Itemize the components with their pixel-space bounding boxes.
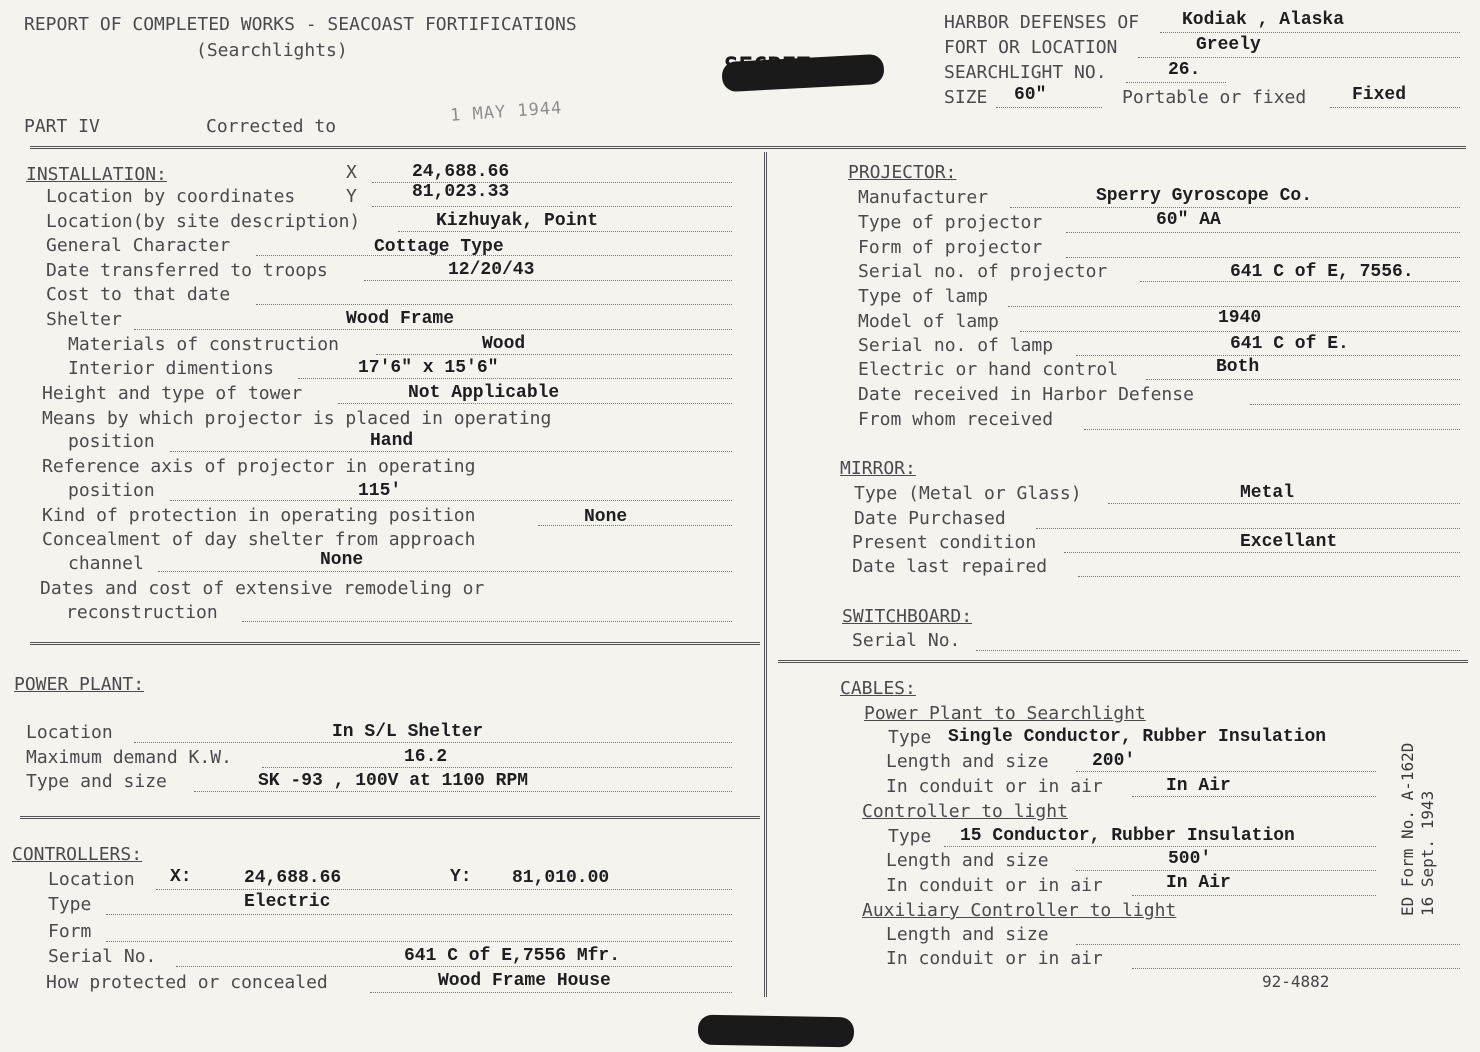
harbor-label: HARBOR DEFENSES OF xyxy=(944,12,1140,33)
ctrl-cable-type-label: Type xyxy=(888,826,932,847)
ctrl-form-label: Form xyxy=(48,921,92,942)
projector-type-value: 60" AA xyxy=(1156,210,1221,230)
mirror-heading: MIRROR: xyxy=(840,458,916,479)
character-label: General Character xyxy=(46,235,231,256)
interior-value: 17'6" x 15'6" xyxy=(358,358,499,378)
form-number: ED Form No. A-162D xyxy=(1398,742,1417,916)
harbor-value: Kodiak , Alaska xyxy=(1182,10,1345,30)
switchboard-serial-label: Serial No. xyxy=(852,630,961,651)
portable-label: Portable or fixed xyxy=(1122,87,1307,108)
means-label-cont: position xyxy=(68,431,155,452)
installation-heading: INSTALLATION: xyxy=(26,164,167,185)
interior-label: Interior dimentions xyxy=(68,358,274,379)
lamp-serial-label: Serial no. of lamp xyxy=(858,335,1054,356)
projector-serial-label: Serial no. of projector xyxy=(858,261,1108,282)
ctrl-cable-heading: Controller to light xyxy=(862,801,1068,822)
report-subtitle: (Searchlights) xyxy=(196,40,348,61)
projector-serial-value: 641 C of E, 7556. xyxy=(1230,262,1414,282)
manufacturer-value: Sperry Gyroscope Co. xyxy=(1096,186,1313,206)
searchlight-value: 26. xyxy=(1168,60,1201,80)
pp-location-value: In S/L Shelter xyxy=(332,722,484,742)
shelter-value: Wood Frame xyxy=(346,309,455,329)
tower-label: Height and type of tower xyxy=(42,383,303,404)
repaired-label: Date last repaired xyxy=(852,556,1048,577)
concealment-value: None xyxy=(320,550,364,570)
x-coord-value: 24,688.66 xyxy=(412,162,510,182)
materials-value: Wood xyxy=(482,334,526,354)
means-label: Means by which projector is placed in operating xyxy=(42,408,552,429)
ctrl-x-label: X: xyxy=(170,867,192,887)
control-label: Electric or hand control xyxy=(858,359,1119,380)
ctrl-x-value: 24,688.66 xyxy=(244,868,342,888)
ctrl-cable-conduit-label: In conduit or in air xyxy=(886,875,1103,896)
coordinates-label: Location by coordinates xyxy=(46,186,296,207)
y-coord-label: Y xyxy=(346,186,357,207)
ctrl-cable-length-value: 500' xyxy=(1168,849,1212,869)
pp-cable-length-value: 200' xyxy=(1092,751,1136,771)
controllers-heading: CONTROLLERS: xyxy=(12,844,143,865)
center-divider xyxy=(764,152,767,997)
ctrl-y-label: Y: xyxy=(450,867,472,887)
installation-divider xyxy=(30,642,760,645)
aux-cable-heading: Auxiliary Controller to light xyxy=(862,900,1177,921)
character-value: Cottage Type xyxy=(374,237,504,257)
ctrl-cable-conduit-value: In Air xyxy=(1166,873,1231,893)
concealment-label-cont: channel xyxy=(68,553,144,574)
switchboard-heading: SWITCHBOARD: xyxy=(842,606,973,627)
axis-label: Reference axis of projector in operating xyxy=(42,456,476,477)
protection-label: Kind of protection in operating position xyxy=(42,505,476,526)
mirror-type-value: Metal xyxy=(1240,483,1295,503)
site-label: Location(by site description) xyxy=(46,211,361,232)
searchlight-label: SEARCHLIGHT NO. xyxy=(944,62,1107,83)
pp-cable-heading: Power Plant to Searchlight xyxy=(864,703,1146,724)
lamp-serial-value: 641 C of E. xyxy=(1230,334,1349,354)
site-value: Kizhuyak, Point xyxy=(436,211,599,231)
ctrl-type-value: Electric xyxy=(244,892,331,912)
axis-value: 115' xyxy=(358,481,402,501)
ctrl-serial-value: 641 C of E,7556 Mfr. xyxy=(404,946,621,966)
power-plant-heading: POWER PLANT: xyxy=(14,674,145,695)
ctrl-type-label: Type xyxy=(48,894,92,915)
size-label: SIZE xyxy=(944,87,988,108)
means-value: Hand xyxy=(370,431,414,451)
axis-label-cont: position xyxy=(68,480,155,501)
condition-label: Present condition xyxy=(852,532,1037,553)
ctrl-y-value: 81,010.00 xyxy=(512,868,610,888)
received-label: Date received in Harbor Defense xyxy=(858,384,1194,405)
lamp-model-value: 1940 xyxy=(1218,308,1262,328)
size-value: 60" xyxy=(1014,85,1047,105)
redaction-top xyxy=(721,54,884,92)
aux-cable-conduit-label: In conduit or in air xyxy=(886,948,1103,969)
pp-cable-conduit-value: In Air xyxy=(1166,776,1231,796)
projector-heading: PROJECTOR: xyxy=(848,162,957,183)
pp-cable-conduit-label: In conduit or in air xyxy=(886,776,1103,797)
fort-value: Greely xyxy=(1196,35,1261,55)
y-coord-value: 81,023.33 xyxy=(412,182,510,202)
manufacturer-label: Manufacturer xyxy=(858,187,989,208)
purchased-label: Date Purchased xyxy=(854,508,1006,529)
ctrl-protected-label: How protected or concealed xyxy=(46,972,328,993)
condition-value: Excellant xyxy=(1240,532,1338,552)
pp-type-label: Type and size xyxy=(26,771,167,792)
materials-label: Materials of construction xyxy=(68,334,339,355)
corrected-to-label: Corrected to xyxy=(206,116,337,137)
switchboard-divider xyxy=(778,660,1468,663)
from-whom-label: From whom received xyxy=(858,409,1054,430)
pp-cable-length-label: Length and size xyxy=(886,751,1049,772)
ctrl-location-label: Location xyxy=(48,869,135,890)
pp-cable-type-value: Single Conductor, Rubber Insulation xyxy=(948,727,1327,747)
fort-label: FORT OR LOCATION xyxy=(944,37,1118,58)
redaction-bottom xyxy=(698,1015,854,1048)
mirror-type-label: Type (Metal or Glass) xyxy=(854,483,1082,504)
remodel-label-cont: reconstruction xyxy=(66,602,218,623)
ctrl-cable-type-value: 15 Conductor, Rubber Insulation xyxy=(960,826,1295,846)
form-number-vertical xyxy=(1398,743,1438,916)
concealment-label: Concealment of day shelter from approach xyxy=(42,529,476,550)
document-number: 92-4882 xyxy=(1262,972,1330,991)
report-title: REPORT OF COMPLETED WORKS - SEACOAST FORTIFICATIONS xyxy=(24,14,577,35)
pp-demand-label: Maximum demand K.W. xyxy=(26,747,232,768)
protection-value: None xyxy=(584,507,628,527)
transferred-value: 12/20/43 xyxy=(448,260,535,280)
lamp-type-label: Type of lamp xyxy=(858,286,989,307)
transferred-label: Date transferred to troops xyxy=(46,260,328,281)
pp-location-label: Location xyxy=(26,722,113,743)
remodel-label: Dates and cost of extensive remodeling or xyxy=(40,578,485,599)
power-plant-divider xyxy=(20,816,760,819)
form-date: 16 Sept. 1943 xyxy=(1418,790,1437,916)
shelter-label: Shelter xyxy=(46,309,122,330)
tower-value: Not Applicable xyxy=(408,383,560,403)
projector-type-label: Type of projector xyxy=(858,212,1043,233)
part-number: PART IV xyxy=(24,116,100,137)
projector-form-label: Form of projector xyxy=(858,237,1043,258)
lamp-model-label: Model of lamp xyxy=(858,311,999,332)
header-divider xyxy=(30,146,1466,149)
ctrl-serial-label: Serial No. xyxy=(48,946,157,967)
portable-value: Fixed xyxy=(1352,85,1407,105)
aux-cable-length-label: Length and size xyxy=(886,924,1049,945)
control-value: Both xyxy=(1216,357,1260,377)
x-coord-label: X xyxy=(346,162,357,183)
corrected-date-stamp: 1 MAY 1944 xyxy=(449,98,563,126)
ctrl-protected-value: Wood Frame House xyxy=(438,971,611,991)
pp-demand-value: 16.2 xyxy=(404,747,448,767)
ctrl-cable-length-label: Length and size xyxy=(886,850,1049,871)
cables-heading: CABLES: xyxy=(840,678,916,699)
cost-label: Cost to that date xyxy=(46,284,231,305)
pp-cable-type-label: Type xyxy=(888,727,932,748)
pp-type-value: SK -93 , 100V at 1100 RPM xyxy=(258,771,529,791)
